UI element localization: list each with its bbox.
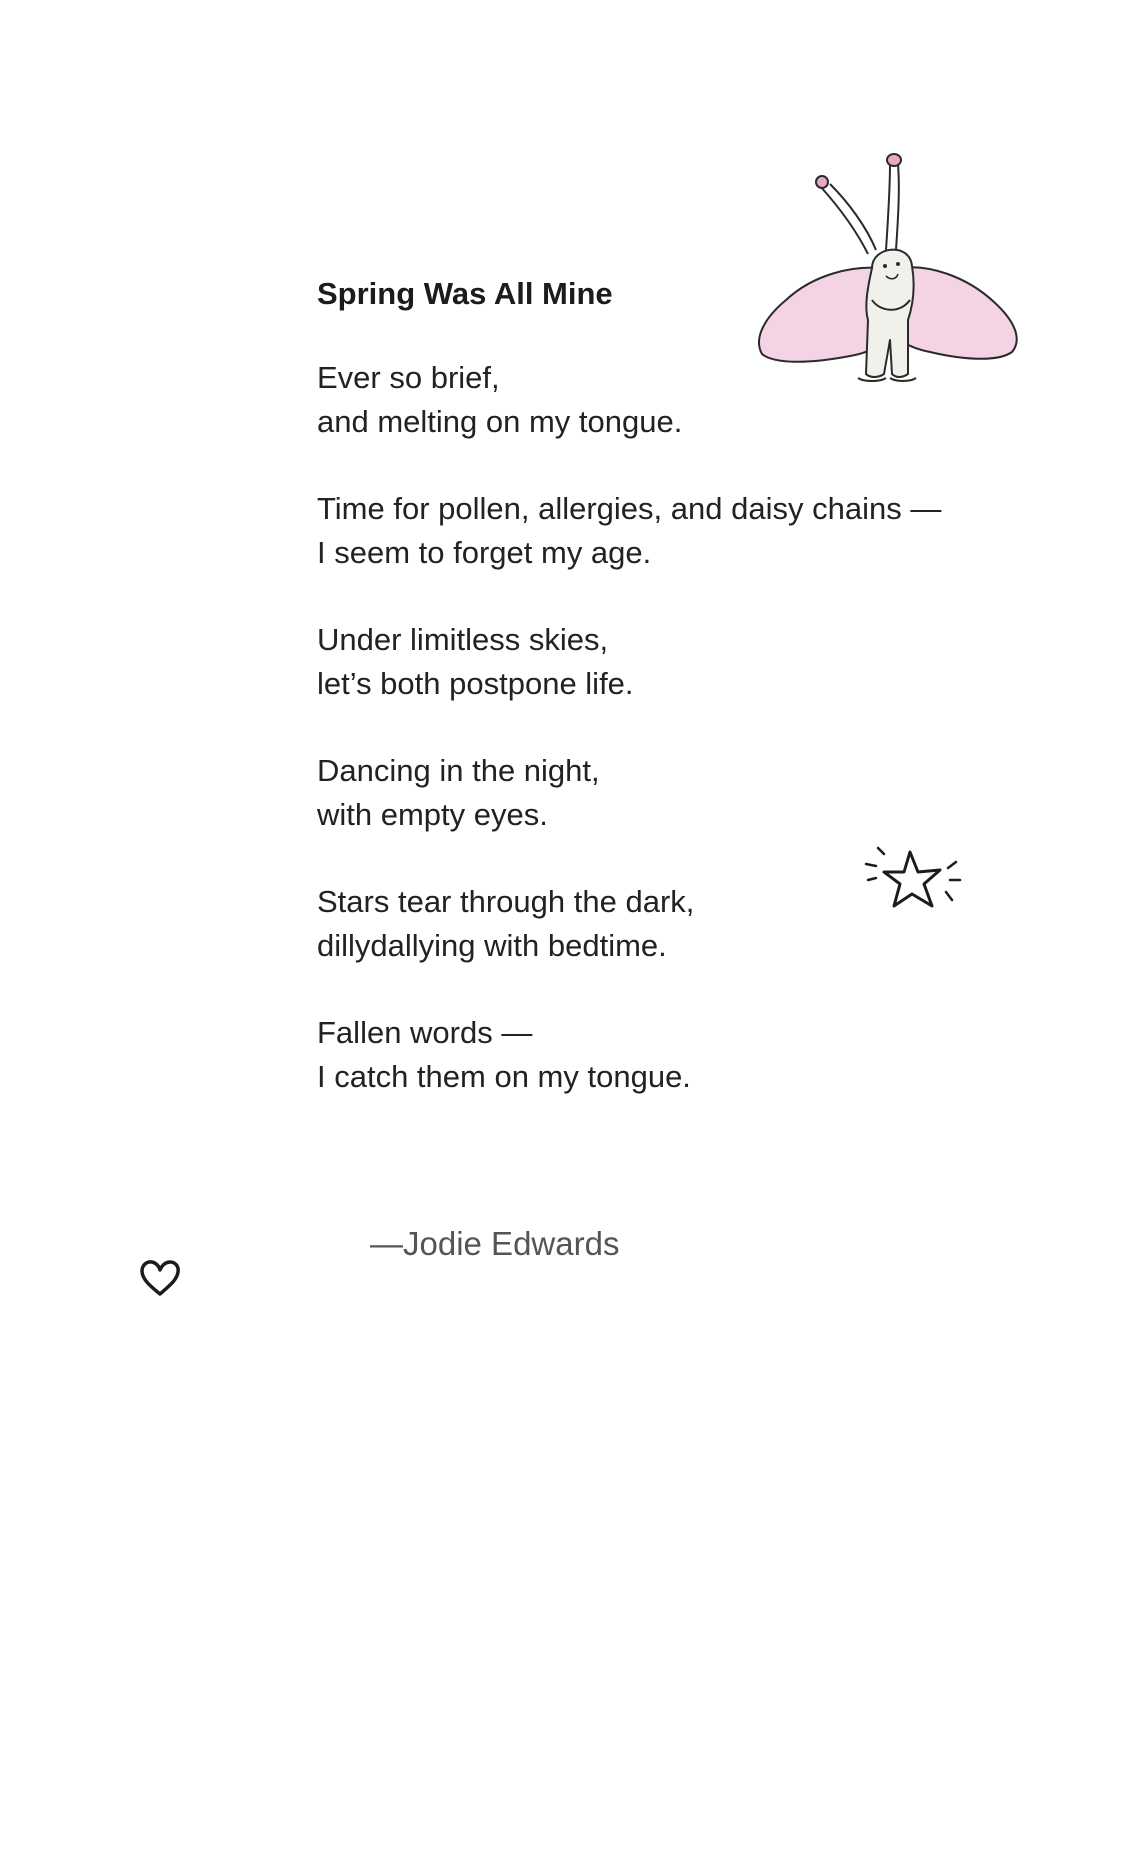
poem-line: let’s both postpone life. bbox=[317, 666, 634, 701]
heart-icon bbox=[138, 1258, 182, 1298]
poem-line: Time for pollen, allergies, and daisy chains — bbox=[317, 491, 942, 526]
stanza bbox=[317, 1011, 1017, 1099]
stanza bbox=[317, 487, 1017, 575]
poem-line: with empty eyes. bbox=[317, 797, 548, 832]
poem-line: I seem to forget my age. bbox=[317, 535, 652, 570]
poem-line: Fallen words — bbox=[317, 1015, 533, 1050]
stanza bbox=[317, 618, 1017, 706]
poem-title: Spring Was All Mine bbox=[317, 276, 613, 311]
poem-line: Stars tear through the dark, bbox=[317, 884, 695, 919]
poem-line: and melting on my tongue. bbox=[317, 404, 683, 439]
poem-line: Dancing in the night, bbox=[317, 753, 600, 788]
stanza bbox=[317, 749, 1017, 837]
poem-line: dillydallying with bedtime. bbox=[317, 928, 667, 963]
poem bbox=[317, 272, 1017, 1142]
stanza bbox=[317, 356, 1017, 444]
poem-line: Ever so brief, bbox=[317, 360, 500, 395]
poem-line: I catch them on my tongue. bbox=[317, 1059, 691, 1094]
poem-author: —Jodie Edwards bbox=[370, 1225, 620, 1262]
sparkle-star-icon bbox=[858, 840, 968, 920]
poem-line: Under limitless skies, bbox=[317, 622, 609, 657]
